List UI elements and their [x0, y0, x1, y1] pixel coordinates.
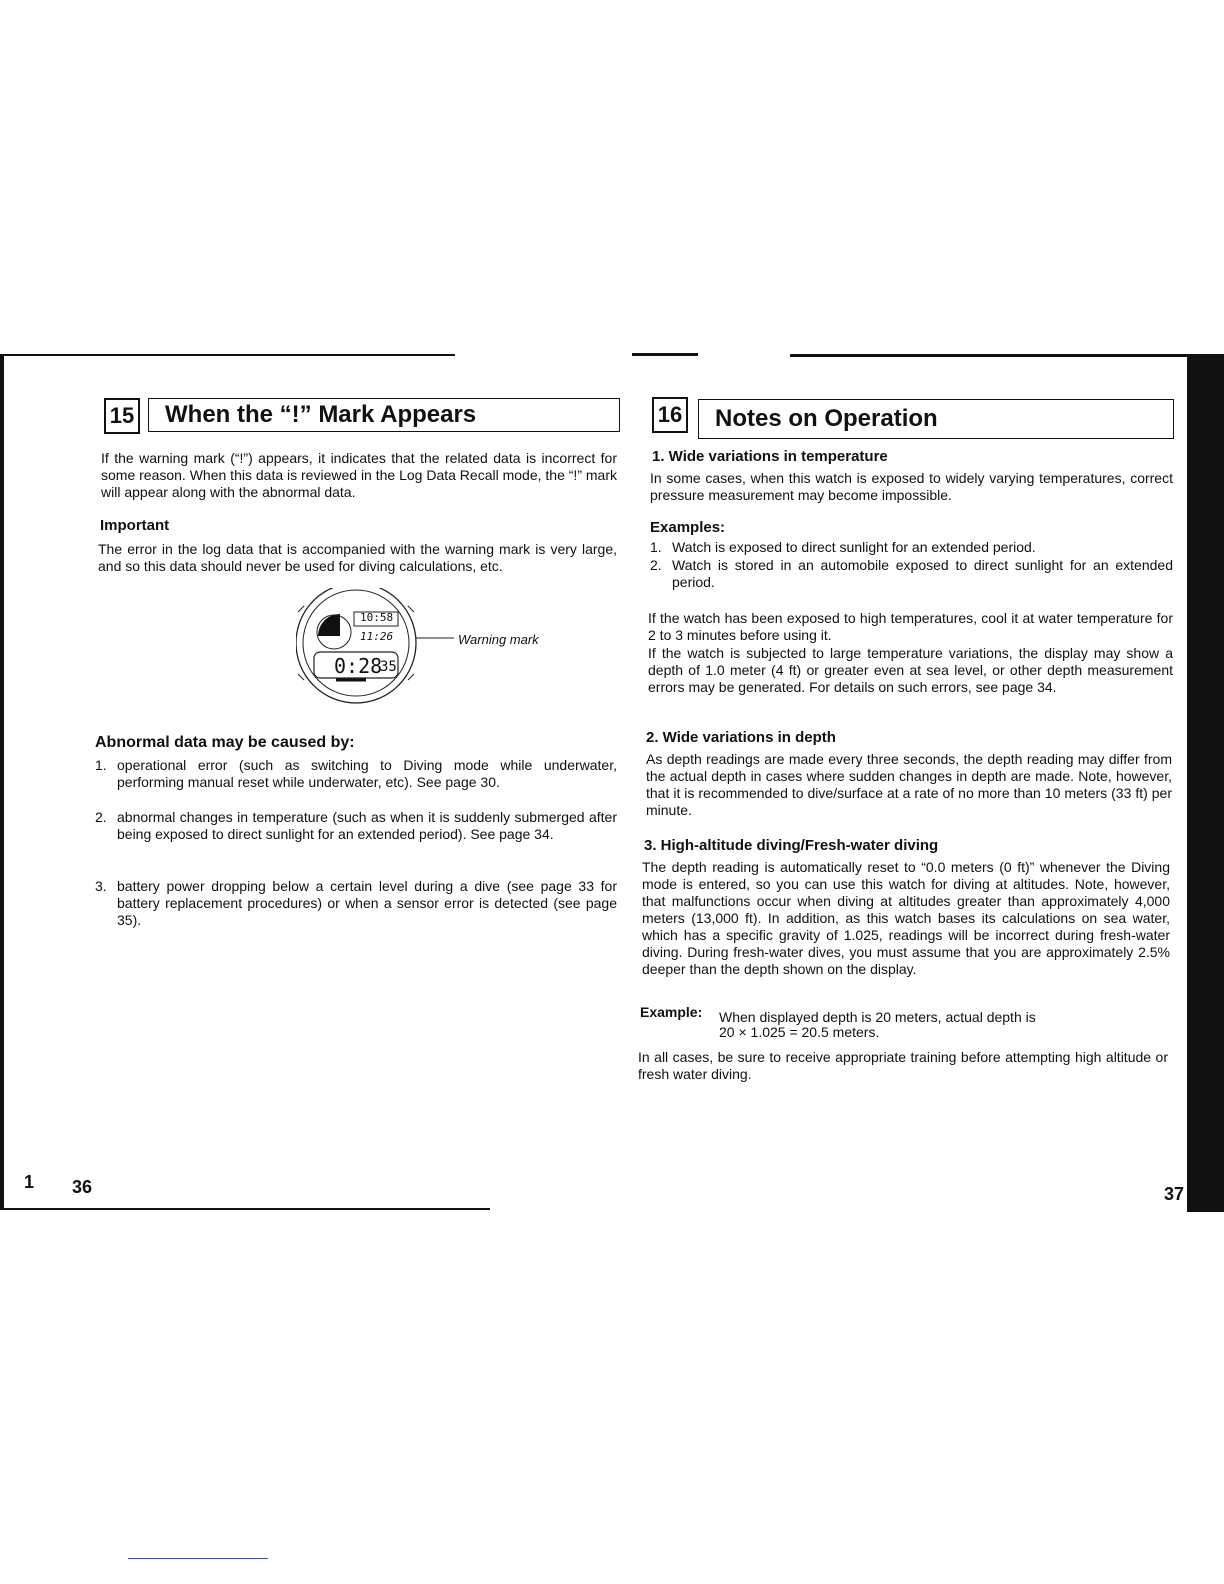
abnormal-heading: Abnormal data may be caused by:: [95, 734, 355, 751]
example-label: Example:: [640, 1004, 703, 1020]
temp-heading: 1. Wide variations in temperature: [652, 448, 888, 465]
section-title-warning-mark: When the “!” Mark Appears: [148, 398, 620, 432]
right-edge: [1187, 356, 1224, 1212]
example-item-1: [650, 539, 1173, 556]
watch-figure: [296, 588, 556, 708]
cool-text: If the watch has been exposed to high temperatures, cool it at water temperature for 2 to 3 minutes before using it.: [648, 610, 1173, 643]
depth-text: As depth readings are made every three seconds, the depth reading may differ from the actual depth in cases where sudden changes in depth are made. Note, however, that it is recommended to dive/surface at a rate of no more than 10 meters (33 ft) per minute.: [646, 751, 1172, 818]
important-heading: Important: [100, 517, 170, 534]
watch-display-bottom-small: 35: [380, 659, 397, 675]
cause-text: operational error (such as switching to Diving mode while underwater, performing manual reset while underwater, etc). See page 30.: [117, 757, 617, 790]
watch-display-top: 10:58: [360, 611, 394, 624]
bottom-rule-left: [0, 1208, 490, 1210]
important-text: The error in the log data that is accompanied with the warning mark is very large, and so this data should never be used for diving calculations, etc.: [98, 541, 617, 574]
page-number-right: 37: [1164, 1184, 1185, 1204]
example-item-2: [650, 557, 1173, 591]
warning-mark-label: Warning mark: [458, 632, 539, 647]
closing-text: In all cases, be sure to receive appropriate training before attempting high altitude or fresh water diving.: [638, 1049, 1168, 1082]
warning-intro: If the warning mark (“!”) appears, it indicates that the related data is incorrect for some reason. When this data is reviewed in the Log Data Recall mode, the “!” mark will appear along with the abnormal data.: [101, 450, 617, 500]
section-number-16: 16: [652, 397, 688, 433]
example-text: Watch is stored in an automobile exposed to direct sunlight for an extended period.: [672, 557, 1173, 590]
cause-num: 2.: [95, 809, 107, 825]
watch-display-bottom-big: 0:28: [334, 654, 383, 678]
depth-heading: 2. Wide variations in depth: [646, 729, 836, 746]
altitude-heading: 3. High-altitude diving/Fresh-water diving: [644, 837, 939, 854]
page-number-left: 36: [72, 1177, 93, 1197]
cause-item-1: [95, 757, 617, 791]
example-line-1: When displayed depth is 20 meters, actual depth is: [719, 1009, 1036, 1025]
cause-num: 1.: [95, 757, 107, 773]
example-line-2: 20 × 1.025 = 20.5 meters.: [719, 1024, 880, 1040]
cause-text: battery power dropping below a certain level during a dive (see page 33 for battery replacement procedures) or when a sensor error is detected (see page 35).: [117, 878, 617, 928]
top-rule-left: [0, 354, 455, 356]
variation-text: If the watch is subjected to large temperature variations, the display may show a depth of 1.0 meter (4 ft) or greater even at sea level, or other depth measurement errors may be generated. For details on such errors, see page 34.: [648, 645, 1173, 695]
watch-display-mid: 11:26: [360, 630, 394, 643]
top-rule-mid: [632, 353, 698, 356]
left-edge: [0, 356, 4, 1210]
top-rule-right: [790, 354, 1224, 357]
cause-item-2: [95, 809, 617, 843]
example-num: 1.: [650, 539, 662, 555]
cause-num: 3.: [95, 878, 107, 894]
cause-item-3: [95, 878, 617, 929]
section-number-15: 15: [104, 398, 140, 434]
temp-text: In some cases, when this watch is exposed to widely varying temperatures, correct pressure measurement may become impossible.: [650, 470, 1173, 503]
examples-heading: Examples:: [650, 519, 726, 536]
altitude-text: The depth reading is automatically reset to “0.0 meters (0 ft)” whenever the Diving mode is entered, so you can use this watch for diving at altitudes. Note, however, that malfunctions occur when diving at altitudes greater than approximately 4,000 meters (13,000 ft). In addition, as this watch bases its calculations on sea water, which has a specific gravity of 1.025, readings will be incorrect during fresh-water diving. During fresh-water dives, you must assume that you are approximately 2.5% deeper than the depth shown on the display.: [642, 859, 1170, 977]
margin-mark: 1: [24, 1172, 35, 1192]
watch-illustration: [296, 588, 556, 708]
section-title-notes: Notes on Operation: [698, 399, 1174, 439]
example-text: Watch is exposed to direct sunlight for an extended period.: [672, 539, 1036, 555]
example-num: 2.: [650, 557, 662, 573]
cause-text: abnormal changes in temperature (such as when it is suddenly submerged after being exposed to direct sunlight for an extended period). See page 34.: [117, 809, 617, 842]
bottom-blue-rule: [128, 1558, 268, 1559]
